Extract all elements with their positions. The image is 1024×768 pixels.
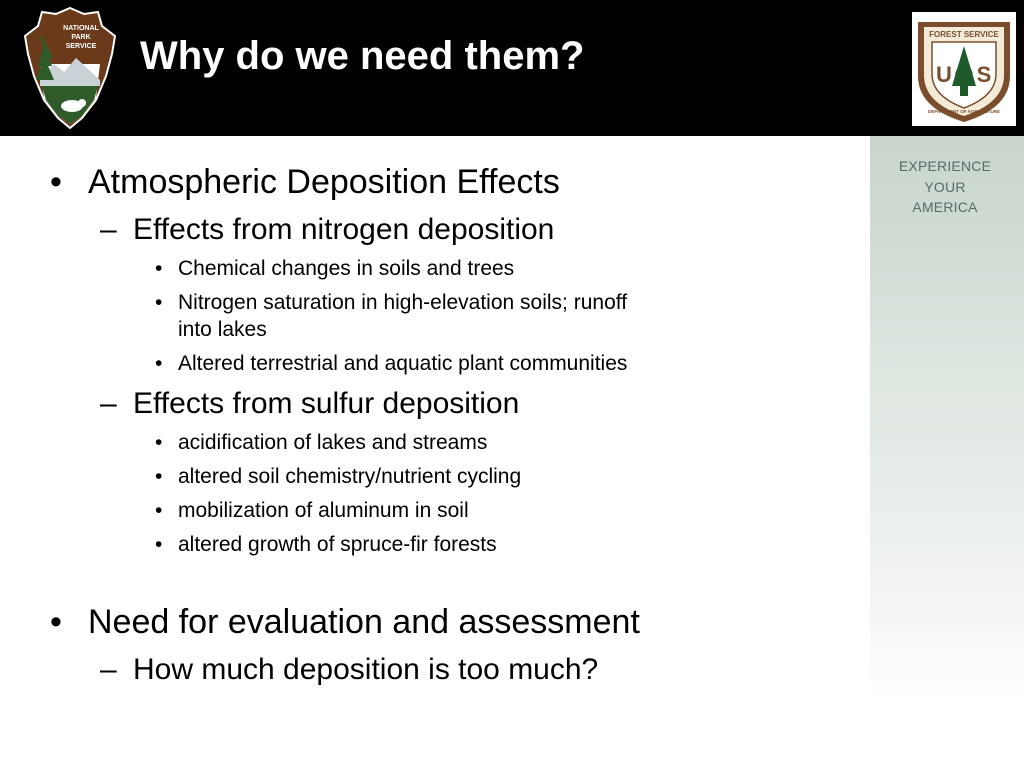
list-item-text: mobilization of aluminum in soil	[178, 499, 469, 522]
bullet-marker: •	[50, 603, 62, 641]
list-item-text: Nitrogen saturation in high-elevation soils; runoff	[178, 291, 628, 314]
dash-marker: –	[100, 213, 117, 246]
dash-marker: –	[100, 387, 117, 420]
list-item-text: acidification of lakes and streams	[178, 431, 488, 454]
nps-logo-text-3: SERVICE	[65, 43, 97, 50]
tagline-line-2: YOUR	[924, 178, 966, 195]
tagline	[870, 156, 1020, 218]
nps-logo-text-2: PARK	[71, 34, 91, 41]
bullet-marker: •	[155, 291, 163, 314]
bullet-marker: •	[155, 533, 163, 556]
forest-service-logo	[912, 12, 1016, 126]
bullet-text: Need for evaluation and assessment	[88, 603, 640, 641]
list-item-text: Chemical changes in soils and trees	[178, 257, 515, 280]
slide-title: Why do we need them?	[140, 34, 585, 78]
nps-arrowhead-logo	[20, 6, 120, 130]
list-item-text: altered soil chemistry/nutrient cycling	[178, 465, 522, 488]
tagline-line-1: EXPERIENCE	[898, 158, 992, 174]
nps-logo-text-1: NATIONAL	[63, 25, 99, 32]
bullet-marker: •	[155, 431, 163, 454]
bullet-text: Atmospheric Deposition Effects	[88, 163, 560, 201]
bullet-marker: •	[155, 257, 163, 280]
fs-logo-text-2: U	[936, 62, 952, 87]
dash-marker: –	[100, 653, 117, 686]
fs-logo-text-4: DEPARTMENT OF AGRICULTURE	[928, 109, 1000, 114]
nps-arrowhead-icon	[20, 6, 120, 130]
slide-header	[0, 0, 1024, 136]
fs-logo-text-1: FOREST SERVICE	[929, 30, 999, 39]
bullet-marker: •	[155, 352, 163, 375]
forest-service-shield-icon	[912, 12, 1016, 126]
subbullet-text: How much deposition is too much?	[133, 653, 599, 686]
bullet-marker: •	[50, 163, 62, 201]
bullet-marker: •	[155, 465, 163, 488]
sidebar-panel	[870, 136, 1024, 700]
list-item-text: into lakes	[178, 318, 267, 341]
subbullet-text: Effects from sulfur deposition	[133, 387, 520, 420]
fs-logo-text-3: S	[976, 62, 992, 87]
subbullet-text: Effects from nitrogen deposition	[133, 213, 555, 246]
list-item-text: Altered terrestrial and aquatic plant communities	[178, 352, 628, 375]
bullet-marker: •	[155, 499, 163, 522]
tagline-line-3: AMERICA	[912, 199, 978, 215]
list-item-text: altered growth of spruce-fir forests	[178, 533, 497, 556]
